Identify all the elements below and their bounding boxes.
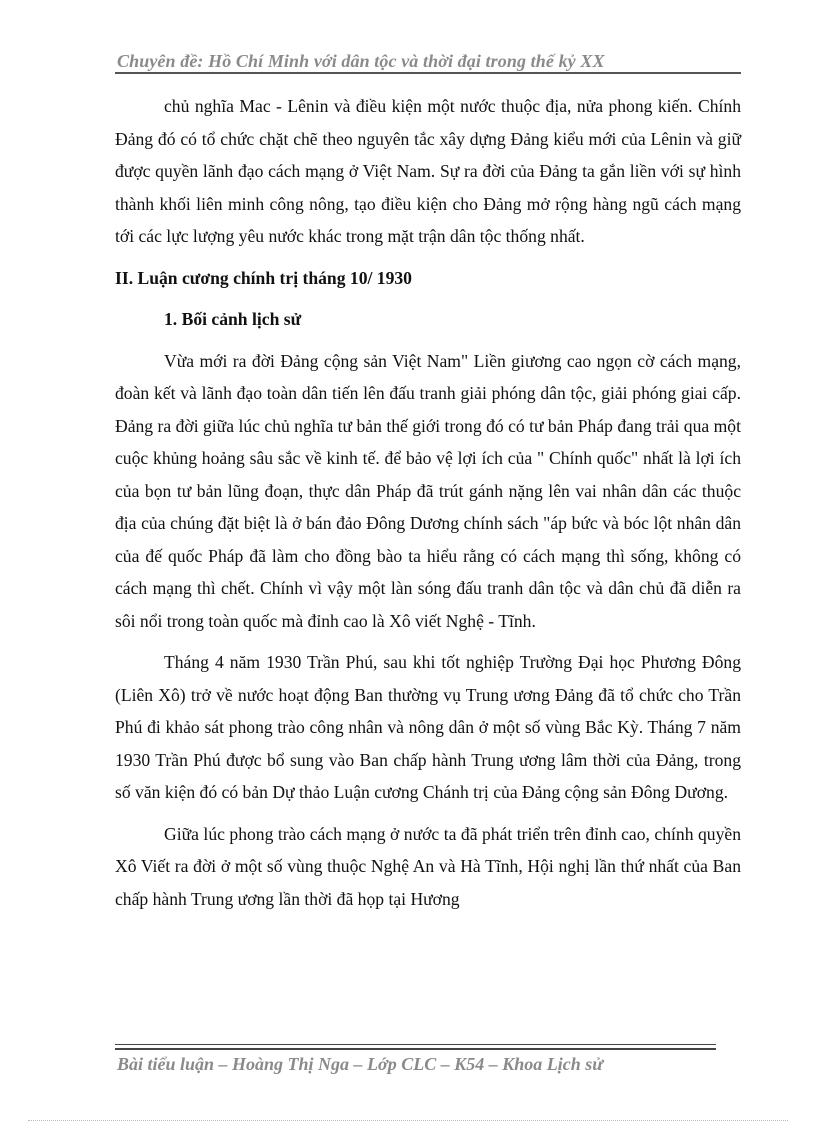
paragraph-2: Vừa mới ra đời Đảng cộng sản Việt Nam" Liền giương cao ngọn cờ cách mạng, đoàn kết và lãnh đạo toàn dân tiến lên đấu tranh giải phóng dân tộc, giải phóng giai cấp. Đảng ra đời giữa lúc chủ nghĩa tư bản thế giới trong đó có tư bản Pháp đang trải qua một cuộc khủng hoảng sâu sắc về kinh tế. để bảo vệ lợi ích của " Chính quốc" nhất là lợi ích của bọn tư bản lũng đoạn, thực dân Pháp đã trút gánh nặng lên vai nhân dân các thuộc địa của chúng đặt biệt là ở bán đảo Đông Dương chính sách "áp bức và bóc lột nhân dân của đế quốc Pháp đã làm cho đồng bào ta hiểu rằng có cách mạng thì sống, không có cách mạng thì chết. Chính vì vậy một làn sóng đấu tranh dân tộc và dân chủ đã diễn ra sôi nổi trong toàn quốc mà đỉnh cao là Xô viết Nghệ - Tĩnh. xyxy=(115,350,741,631)
footer-divider-thick xyxy=(115,1048,716,1050)
header-title: Chuyên đề: Hồ Chí Minh với dân tộc và thời đại trong thế kỷ XX xyxy=(117,51,605,71)
paragraph-3: Tháng 4 năm 1930 Trần Phú, sau khi tốt nghiệp Trường Đại học Phương Đông (Liên Xô) trở về nước hoạt động Ban thường vụ Trung ương Đảng đã tổ chức cho Trần Phú đi khảo sát phong trào công nhân và nông dân ở một số vùng Bắc Kỳ. Tháng 7 năm 1930 Trần Phú được bổ sung vào Ban chấp hành Trung ương lâm thời của Đảng, trong số văn kiện đó có bản Dự thảo Luận cương Chánh trị của Đảng cộng sản Đông Dương. xyxy=(115,652,741,802)
footer-divider-thin xyxy=(115,1044,716,1045)
document-body xyxy=(115,90,741,924)
page-footer: Bài tiểu luận – Hoàng Thị Nga – Lớp CLC – K54 – Khoa Lịch sử xyxy=(117,1054,604,1074)
page-edge-divider xyxy=(28,1120,788,1121)
page-header xyxy=(115,46,741,74)
subsection-heading: 1. Bối cảnh lịch sử xyxy=(164,309,302,329)
paragraph-4: Giữa lúc phong trào cách mạng ở nước ta đã phát triển trên đỉnh cao, chính quyền Xô Viết ra đời ở một số vùng thuộc Nghệ An và Hà Tĩnh, Hội nghị lần thứ nhất của Ban chấp hành Trung ương lần thời đã họp tại Hương xyxy=(115,823,741,909)
paragraph-1: chủ nghĩa Mac - Lênin và điều kiện một nước thuộc địa, nửa phong kiến. Chính Đảng đó có tổ chức chặt chẽ theo nguyên tắc xây dựng Đảng kiểu mới của Lênin và giữ được quyền lãnh đạo cách mạng ở Việt Nam. Sự ra đời của Đảng ta gắn liền với sự hình thành khối liên minh công nông, tạo điều kiện cho Đảng mở rộng hàng ngũ cách mạng tới các lực lượng yêu nước khác trong mặt trận dân tộc thống nhất. xyxy=(115,96,741,246)
section-heading: II. Luận cương chính trị tháng 10/ 1930 xyxy=(115,267,412,288)
